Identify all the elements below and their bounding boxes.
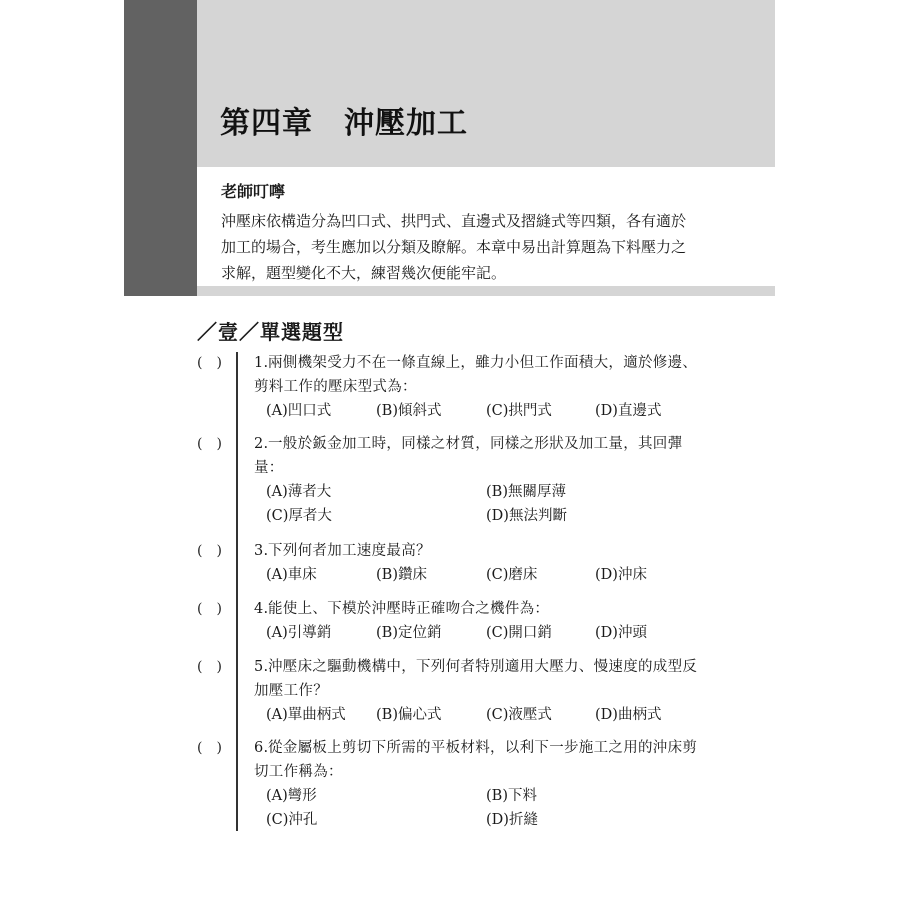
option-c[interactable]: (C)拱門式 [486, 403, 552, 419]
option-b[interactable]: (B)定位銷 [376, 625, 442, 641]
tips-divider [197, 286, 775, 296]
option-c[interactable]: (C)磨床 [486, 567, 538, 583]
option-c[interactable]: (C)厚者大 [266, 508, 332, 524]
tips-body: 沖壓床依構造分為凹口式、拱門式、直邊式及摺縫式等四類，各有適於加工的場合，考生應加以分類及瞭解。本章中易出計算題為下料壓力之求解，題型變化不大，練習幾次便能牢記。 [221, 212, 687, 282]
section-title: ／壹／單選題型 [197, 320, 344, 344]
question-number: 4. [254, 601, 269, 617]
option-a[interactable]: (A)車床 [266, 567, 317, 583]
answer-column-divider [236, 352, 238, 831]
answer-blank[interactable]: ( ) [197, 659, 222, 675]
option-d[interactable]: (D)沖頭 [595, 625, 647, 641]
option-d[interactable]: (D)曲柄式 [595, 707, 662, 723]
question-stem [254, 351, 710, 399]
question-number: 1. [254, 355, 269, 371]
answer-blank[interactable]: ( ) [197, 543, 222, 559]
option-b[interactable]: (B)鑽床 [376, 567, 427, 583]
option-a[interactable]: (A)單曲柄式 [266, 707, 346, 723]
option-a[interactable]: (A)彎形 [266, 788, 317, 804]
question-stem [254, 736, 710, 784]
question-text: 從金屬板上剪切下所需的平板材料，以利下一步施工之用的沖床剪切工作稱為： [254, 740, 698, 780]
option-c[interactable]: (C)開口銷 [486, 625, 552, 641]
answer-blank[interactable]: ( ) [197, 740, 222, 756]
question-text: 下列何者加工速度最高？ [268, 543, 431, 559]
question-stem [254, 539, 710, 563]
question-number: 5. [254, 659, 269, 675]
option-b[interactable]: (B)傾斜式 [376, 403, 442, 419]
option-d[interactable]: (D)折縫 [486, 812, 538, 828]
question-stem [254, 432, 710, 480]
question-number: 6. [254, 740, 269, 756]
option-d[interactable]: (D)無法判斷 [486, 508, 567, 524]
option-c[interactable]: (C)沖孔 [266, 812, 318, 828]
left-accent-bar [124, 0, 197, 296]
option-a[interactable]: (A)引導銷 [266, 625, 332, 641]
question-stem [254, 655, 710, 703]
option-d[interactable]: (D)沖床 [595, 567, 647, 583]
option-a[interactable]: (A)薄者大 [266, 484, 332, 500]
chapter-title: 第四章 沖壓加工 [220, 106, 468, 141]
question-text: 兩側機架受力不在一條直線上，雖力小但工作面積大，適於修邊、剪料工作的壓床型式為： [254, 355, 698, 395]
option-a[interactable]: (A)凹口式 [266, 403, 332, 419]
option-b[interactable]: (B)下料 [486, 788, 537, 804]
option-b[interactable]: (B)偏心式 [376, 707, 442, 723]
question-stem [254, 597, 710, 621]
question-text: 沖壓床之驅動機構中，下列何者特別適用大壓力、慢速度的成型反加壓工作？ [254, 659, 698, 699]
tips-heading: 老師叮嚀 [221, 182, 286, 201]
answer-blank[interactable]: ( ) [197, 601, 222, 617]
question-text: 能使上、下模於沖壓時正確吻合之機件為： [268, 601, 550, 617]
question-number: 3. [254, 543, 269, 559]
question-number: 2. [254, 436, 269, 452]
answer-blank[interactable]: ( ) [197, 436, 222, 452]
option-c[interactable]: (C)液壓式 [486, 707, 552, 723]
question-text: 一般於鈑金加工時，同樣之材質，同樣之形狀及加工量，其回彈量： [254, 436, 683, 476]
answer-blank[interactable]: ( ) [197, 355, 222, 371]
option-b[interactable]: (B)無關厚薄 [486, 484, 566, 500]
option-d[interactable]: (D)直邊式 [595, 403, 662, 419]
